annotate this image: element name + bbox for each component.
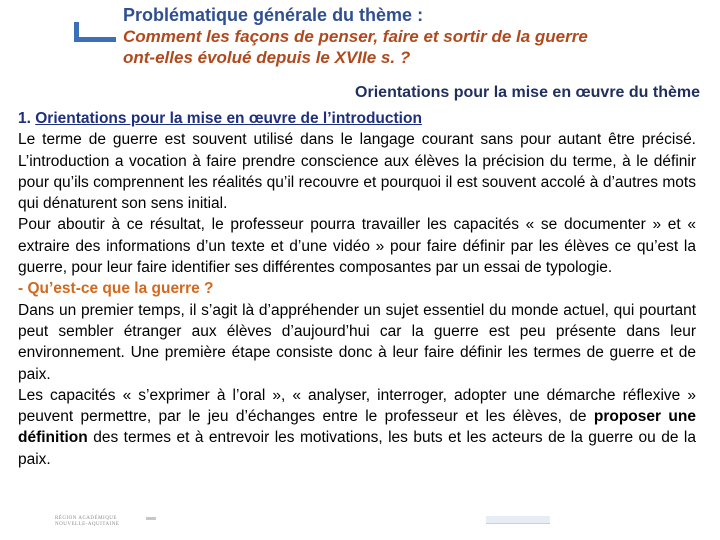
paragraph-3: Dans un premier temps, il s’agit là d’appréhender un sujet essentiel du monde actuel, qui pourtant peut sembler étranger aux élèves d’aujourd’hui car la guerre est peu présente dans leur environnement. Une première étape consiste donc à leur faire définir les termes de guerre et de paix. — [18, 301, 696, 383]
title-bracket-decoration — [74, 22, 116, 42]
section-heading — [18, 108, 696, 129]
paragraph-1: Le terme de guerre est souvent utilisé dans le langage courant sans pour autant être précisé. L’introduction a vocation à faire prendre conscience aux élèves la précision du terme, à le définir pour qu’ils comprennent les réalités qu’il recouvre et pourquoi il est souvent accolé à d’autres mots qui dénaturent son sens initial. — [18, 131, 696, 213]
problematic-question-line-1: Comment les façons de penser, faire et sortir de la guerre — [123, 27, 588, 46]
page-title: Problématique générale du thème : — [123, 5, 424, 25]
academy-logo-line-2: NOUVELLE-AQUITAINE — [55, 522, 120, 527]
paragraph-4 — [18, 385, 696, 470]
main-content — [18, 108, 696, 470]
section-title-link[interactable]: Orientations pour la mise en œuvre de l’introduction — [35, 110, 422, 127]
footer-banner — [486, 516, 550, 524]
problematic-question-line-2: ont-elles évolué depuis le XVIIe s. ? — [123, 48, 411, 67]
paragraph-4-end: des termes et à entrevoir les motivations, les buts et les acteurs de la guerre ou de la paix. — [18, 429, 696, 468]
paragraph-4-start: Les capacités « s’exprimer à l’oral », « analyser, interroger, adopter une démarche réflexive » peuvent permettre, par le jeu d’échanges entre le professeur et les élèves, de — [18, 386, 696, 426]
paragraph-4-bold: proposer une définition — [18, 408, 696, 447]
question-heading: - Qu’est-ce que la guerre ? — [18, 280, 214, 298]
academy-logo — [55, 516, 119, 528]
section-number: 1. — [18, 110, 36, 127]
header — [123, 4, 713, 68]
slide-subtitle: Orientations pour la mise en œuvre du thème — [355, 84, 700, 101]
academy-logo-line-1: RÉGION ACADÉMIQUE — [55, 516, 117, 521]
paragraph-2: Pour aboutir à ce résultat, le professeur pourra travailler les capacités « se documenter » et « extraire des informations d’un texte et d’une vidéo » pour faire définir par les élèves ce qu’est la guerre, pour leur faire identifier ses différentes composantes par un essai de typologie. — [18, 216, 696, 277]
footer-mark — [146, 517, 156, 520]
